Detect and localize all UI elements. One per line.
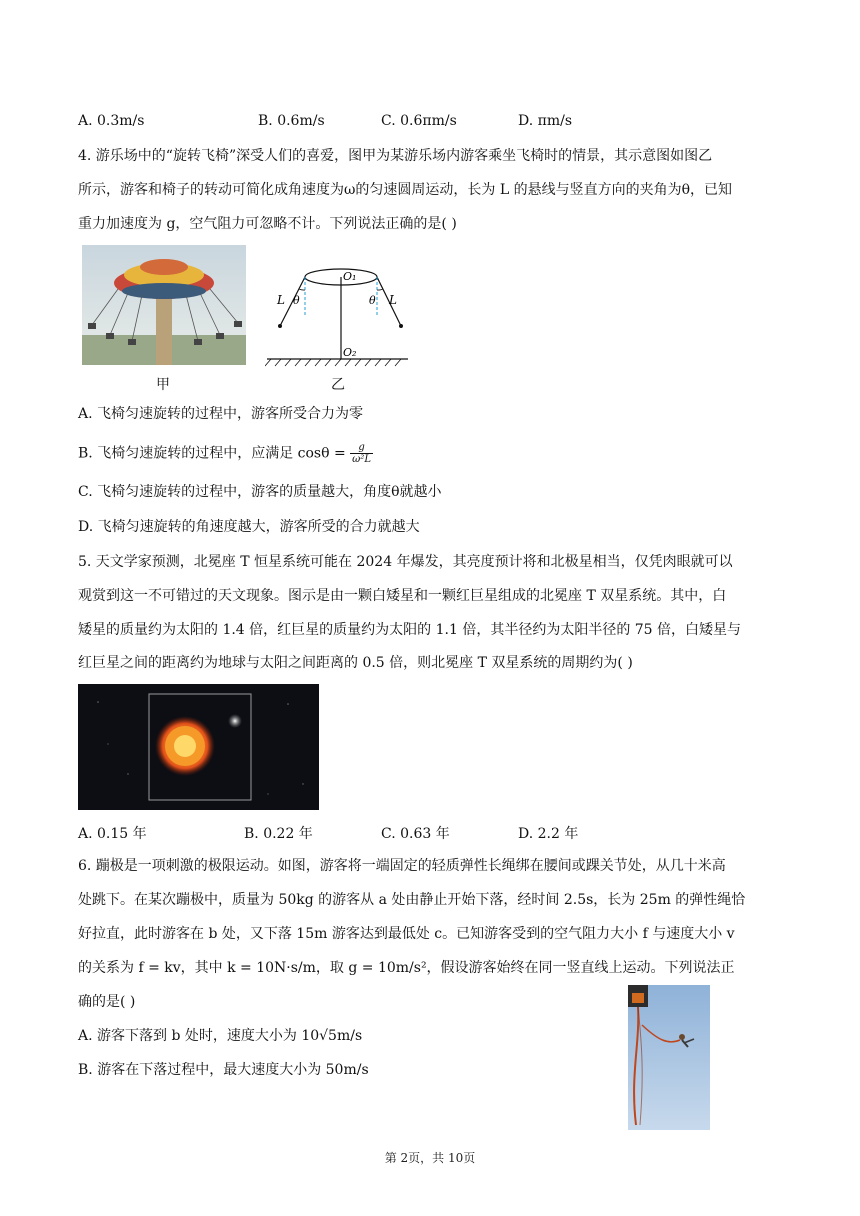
q6-stem-line-2: 处跳下。在某次蹦极中，质量为 50kg 的游客从 a 处由静止开始下落，经时间 2.5s，长为 25m 的弹性绳恰 [78,892,746,908]
q5-stem-line-1: 5. 天文学家预测，北冕座 T 恒星系统可能在 2024 年爆发，其亮度预计将和北极星相当，仅凭肉眼就可以 [78,554,733,570]
q4-stem-line-2: 所示，游客和椅子的转动可简化成角速度为ω的匀速圆周运动，长为 L 的悬线与竖直方向的夹角为θ，已知 [78,182,733,198]
q6-stem-line-3: 好拉直，此时游客在 b 处，又下落 15m 游客达到最低处 c。已知游客受到的空气阻力大小 f 与速度大小 v [78,926,735,942]
q3-option-a: A. 0.3m/s [78,113,145,129]
binary-star-image [78,684,319,810]
label-l-right: L [389,293,397,307]
q5-option-a: A. 0.15 年 [78,826,147,842]
q5-option-c: C. 0.63 年 [381,826,450,842]
q4-stem-line-1: 4. 游乐场中的“旋转飞椅”深受人们的喜爱，图甲为某游乐场内游客乘坐飞椅时的情景，其示意图如图乙 [78,148,713,164]
swing-ride-photo [82,245,246,365]
q6-option-b: B. 游客在下落过程中，最大速度大小为 50m/s [78,1062,369,1078]
q6-stem-line-5: 确的是( ) [78,994,136,1010]
q6-stem-line-4: 的关系为 f = kv，其中 k = 10N·s/m，取 g = 10m/s²，假设游客始终在同一竖直线上运动。下列说法正 [78,960,735,976]
q5-stem-line-3: 矮星的质量约为太阳的 1.4 倍，红巨星的质量约为太阳的 1.1 倍，其半径约为太阳半径的 75 倍，白矮星与 [78,622,742,638]
q3-option-c: C. 0.6πm/s [381,113,457,129]
q5-stem-line-4: 红巨星之间的距离约为地球与太阳之间距离的 0.5 倍，则北冕座 T 双星系统的周期约为( ) [78,655,633,671]
q5-option-b: B. 0.22 年 [244,826,313,842]
q4-option-a: A. 飞椅匀速旋转的过程中，游客所受合力为零 [78,406,364,422]
q4-option-b [78,442,373,465]
label-theta-right: θ [369,294,376,307]
label-o2: O₂ [343,346,357,359]
fraction-numerator: g [350,442,373,454]
q6-stem-line-1: 6. 蹦极是一项刺激的极限运动。如图，游客将一端固定的轻质弹性长绳绑在腰间或踝关节处，从几十米高 [78,858,726,874]
swing-ride-diagram [265,262,410,372]
q5-option-d: D. 2.2 年 [518,826,579,842]
q3-options [78,113,718,133]
q5-options [78,823,598,843]
q3-option-b: B. 0.6m/s [258,113,325,129]
label-o1: O₁ [343,270,357,283]
label-l-left: L [277,293,285,307]
q4-option-c: C. 飞椅匀速旋转的过程中，游客的质量越大，角度θ就越小 [78,484,442,500]
q3-option-d: D. πm/s [518,113,573,129]
page-footer: 第 2页，共 10页 [384,1151,476,1165]
q6-option-a: A. 游客下落到 b 处时，速度大小为 10√5m/s [78,1028,363,1044]
q4-option-b-fraction [350,442,373,465]
fraction-denominator: ω²L [352,454,371,465]
caption-yi: 乙 [331,377,345,393]
caption-jia: 甲 [156,377,170,393]
q4-stem-line-3: 重力加速度为 g，空气阻力可忽略不计。下列说法正确的是( ) [78,216,457,232]
q4-option-b-text: B. 飞椅匀速旋转的过程中，应满足 cosθ = [78,445,351,462]
q4-option-d: D. 飞椅匀速旋转的角速度越大，游客所受的合力就越大 [78,519,420,535]
label-theta-left: θ [293,294,300,307]
q5-stem-line-2: 观赏到这一不可错过的天文现象。图示是由一颗白矮星和一颗红巨星组成的北冕座 T 双星系统。其中，白 [78,588,727,604]
bungee-jump-photo [628,985,710,1130]
